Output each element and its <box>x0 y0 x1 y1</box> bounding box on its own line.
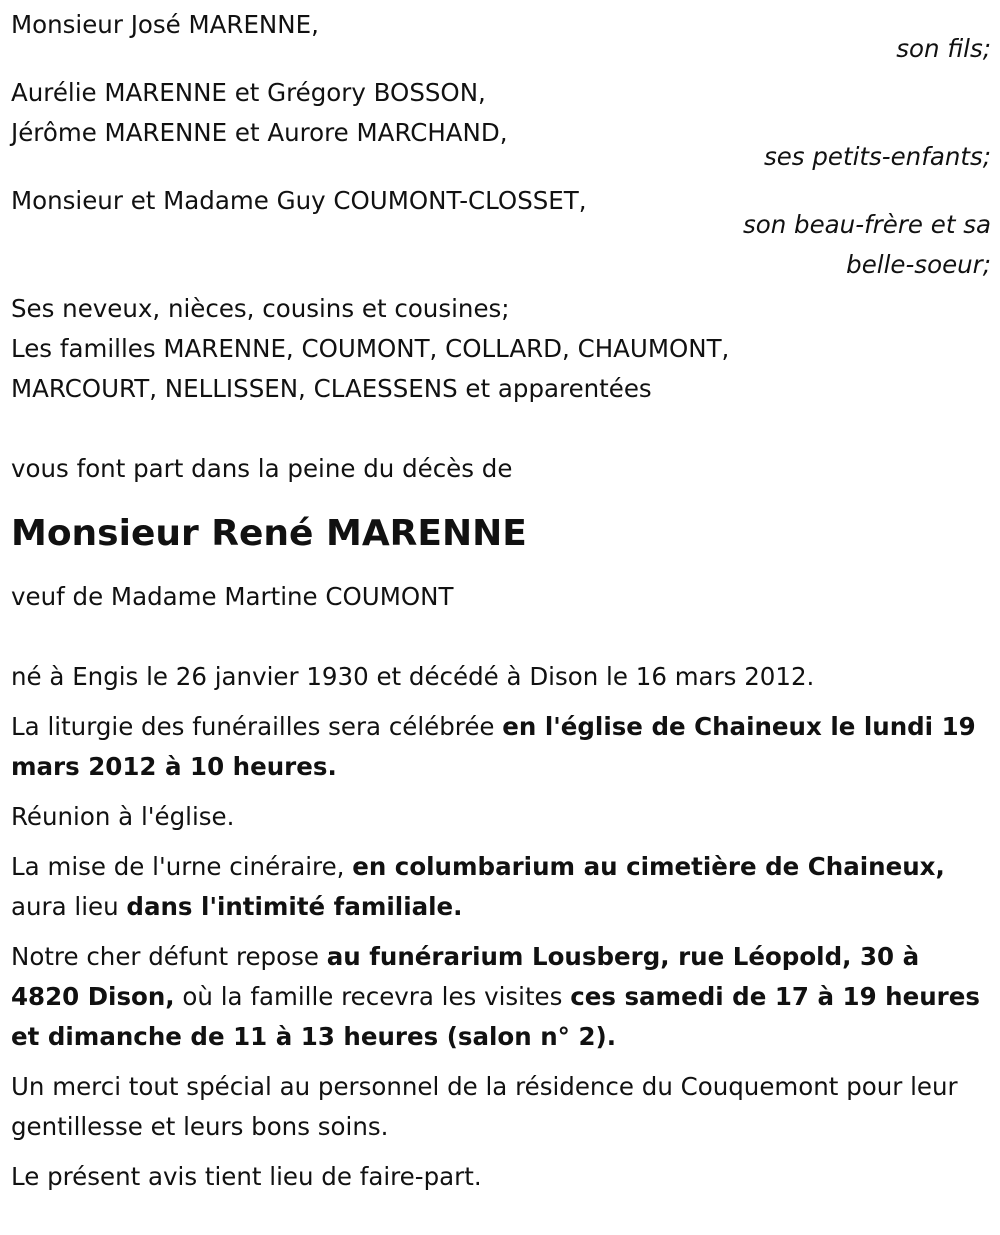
birth-death-dates: né à Engis le 26 janvier 1930 et décédé à Dison le 16 mars 2012. <box>11 662 815 691</box>
liturgy-paragraph: La liturgie des funérailles sera célébrée en l'église de Chaineux le lundi 19 mars 2012 à 10 heures. <box>11 712 976 781</box>
notice-paragraph: Le présent avis tient lieu de faire-part. <box>11 1162 482 1191</box>
urn-paragraph: La mise de l'urne cinéraire, en columbarium au cimetière de Chaineux, aura lieu dans l'intimité familiale. <box>11 852 945 921</box>
extended-family-line-3: MARCOURT, NELLISSEN, CLAESSENS et apparentées <box>11 374 652 403</box>
extended-family-line-2: Les familles MARENNE, COUMONT, COLLARD, CHAUMONT, <box>11 334 730 363</box>
grandchildren-relation: ses petits-enfants; <box>763 142 991 171</box>
extended-family-line-1: Ses neveux, nièces, cousins et cousines; <box>11 294 510 323</box>
urn-location: en columbarium au cimetière de Chaineux, <box>352 852 945 881</box>
grandchild-couple-2: Jérôme MARENNE et Aurore MARCHAND, <box>11 118 508 147</box>
inlaws-name: Monsieur et Madame Guy COUMONT-CLOSSET, <box>11 186 587 215</box>
announcement-text: vous font part dans la peine du décès de <box>11 454 513 483</box>
visiting-hours: ces samedi de 17 à 19 heures et dimanche de 11 à 13 heures (salon n° 2). <box>11 982 980 1051</box>
reunion-paragraph: Réunion à l'église. <box>11 802 235 831</box>
rest-paragraph: Notre cher défunt repose au funérarium Lousberg, rue Léopold, 30 à 4820 Dison, où la famille recevra les visites ces samedi de 17 à 19 heures et dimanche de 11 à 13 heures (salon n° 2). <box>11 942 980 1051</box>
urn-privacy: dans l'intimité familiale. <box>126 892 463 921</box>
thanks-paragraph: Un merci tout spécial au personnel de la résidence du Couquemont pour leur gentillesse et leurs bons soins. <box>11 1072 958 1141</box>
liturgy-location-time: en l'église de Chaineux le lundi 19 mars 2012 à 10 heures. <box>11 712 976 781</box>
inlaws-relation-line-1: son beau-frère et sa <box>742 210 991 239</box>
funeral-home-address: au funérarium Lousberg, rue Léopold, 30 à 4820 Dison, <box>11 942 920 1011</box>
deceased-name: Monsieur René MARENNE <box>11 513 527 554</box>
son-name: Monsieur José MARENNE, <box>11 10 319 39</box>
widower-text: veuf de Madame Martine COUMONT <box>11 582 454 611</box>
inlaws-relation-line-2: belle-soeur; <box>846 250 991 279</box>
grandchild-couple-1: Aurélie MARENNE et Grégory BOSSON, <box>11 78 486 107</box>
son-relation: son fils; <box>896 34 991 63</box>
